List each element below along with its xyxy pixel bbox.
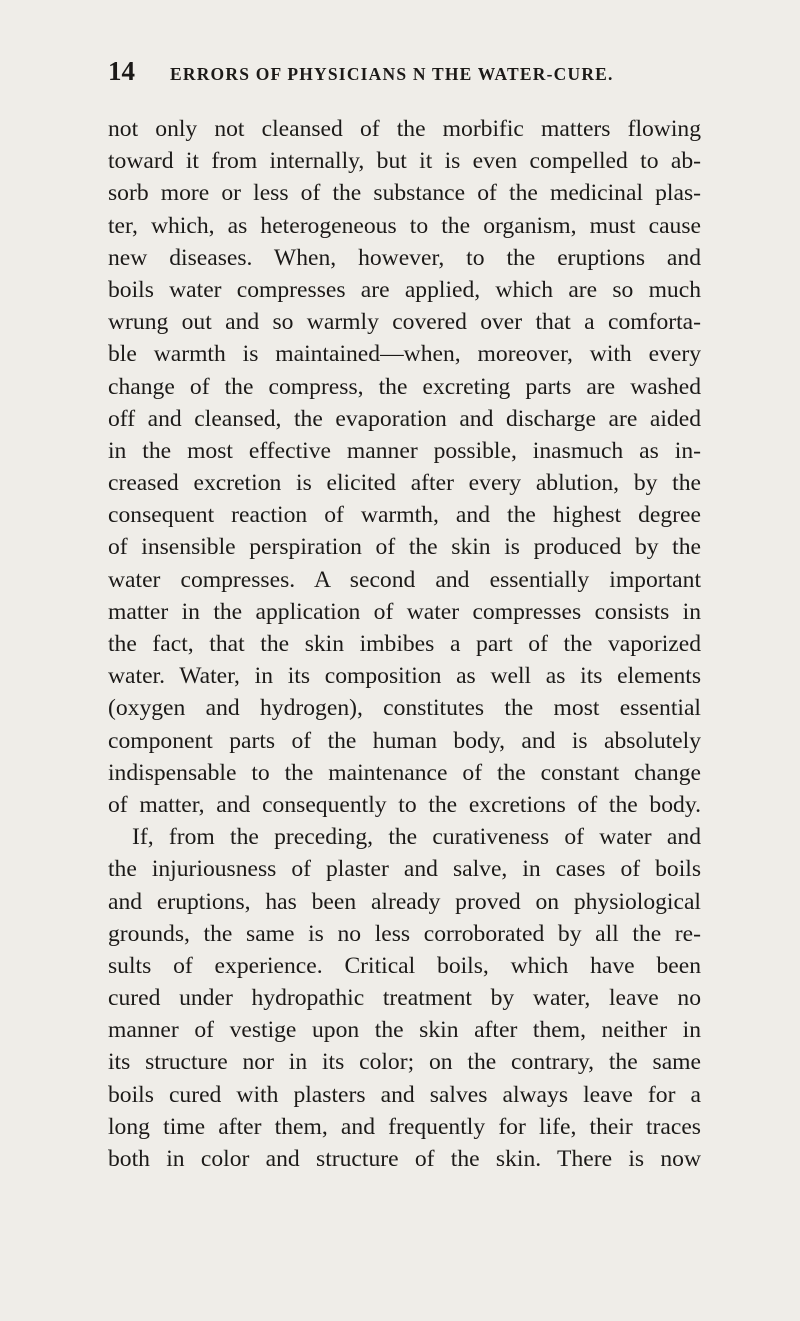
text-line: component parts of the human body, and is absolutely: [108, 727, 701, 754]
text-line: toward it from internally, but it is even compelled to ab-: [108, 148, 701, 175]
text-line: in the most effective manner possible, inasmuch as in-: [108, 437, 701, 464]
text-line: ble warmth is maintained—when, moreover, with every: [108, 341, 701, 368]
text-line: grounds, the same is no less corroborated by all the re-: [108, 920, 701, 947]
text-line: water. Water, in its composition as well as its elements: [108, 663, 701, 690]
text-line: the fact, that the skin imbibes a part of the vaporized: [108, 631, 701, 657]
text-line: and eruptions, has been already proved on physiological: [108, 888, 701, 915]
text-line: sorb more or less of the substance of the medicinal plas-: [108, 180, 701, 207]
text-line: both in color and structure of the skin. There is now: [108, 1146, 701, 1172]
text-line: new diseases. When, however, to the eruptions and: [108, 244, 701, 271]
text-line: sults of experience. Critical boils, which have been: [108, 952, 701, 979]
text-line: of insensible perspiration of the skin is produced by the: [108, 534, 701, 561]
text-line: ter, which, as heterogeneous to the organism, must cause: [108, 212, 701, 239]
body-text: [108, 113, 701, 1175]
text-line: matter in the application of water compresses consists in: [108, 598, 701, 625]
text-line: wrung out and so warmly covered over that a comforta-: [108, 309, 701, 336]
text-line: change of the compress, the excreting parts are washed: [108, 373, 701, 400]
text-line: of matter, and consequently to the excretions of the body.: [108, 791, 701, 818]
text-line: off and cleansed, the evaporation and discharge are aided: [108, 405, 701, 432]
text-line: long time after them, and frequently for life, their traces: [108, 1113, 701, 1140]
text-line: manner of vestige upon the skin after them, neither in: [108, 1017, 701, 1044]
text-line: the injuriousness of plaster and salve, in cases of boils: [108, 856, 701, 883]
text-line: not only not cleansed of the morbific matters flowing: [108, 116, 701, 142]
paragraph-start-line: If, from the preceding, the curativeness of water and: [132, 824, 701, 851]
text-line: its structure nor in its color; on the contrary, the same: [108, 1049, 701, 1076]
page-number: 14: [108, 56, 135, 86]
running-head-title: ERRORS OF PHYSICIANS N THE WATER-CURE.: [170, 64, 614, 84]
text-line: creased excretion is elicited after every ablution, by the: [108, 470, 701, 497]
text-line: boils cured with plasters and salves always leave for a: [108, 1081, 701, 1108]
text-line: water compresses. A second and essentially important: [108, 566, 701, 593]
text-line: cured under hydropathic treatment by water, leave no: [108, 985, 701, 1012]
text-line: consequent reaction of warmth, and the highest degree: [108, 502, 701, 529]
running-head: [108, 56, 698, 90]
text-line: indispensable to the maintenance of the constant change: [108, 759, 701, 786]
text-line: (oxygen and hydrogen), constitutes the most essential: [108, 695, 701, 722]
text-line: boils water compresses are applied, which are so much: [108, 276, 701, 303]
